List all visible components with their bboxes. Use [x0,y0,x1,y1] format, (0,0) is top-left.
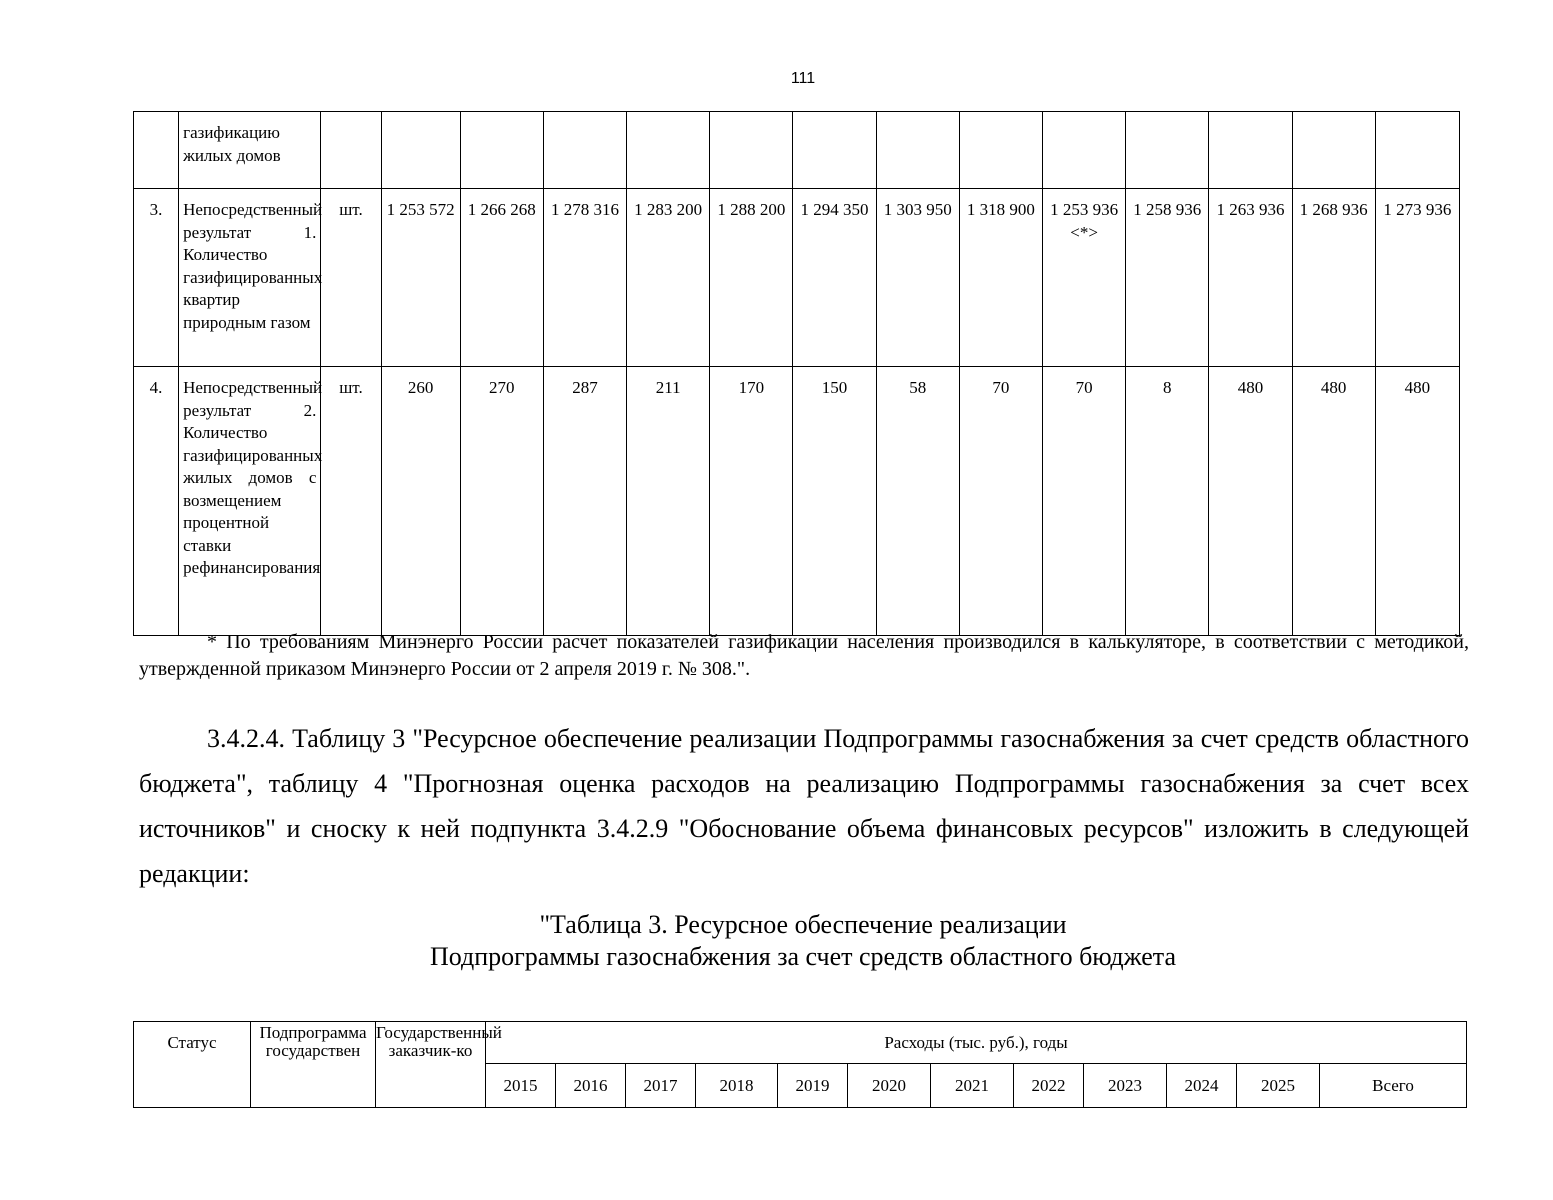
row-value: 1 318 900 [959,189,1042,367]
header-year: 2023 [1084,1064,1167,1108]
header-year: 2022 [1014,1064,1084,1108]
row-value: 8 [1126,367,1209,636]
row-value: 1 278 316 [543,189,626,367]
row-value: 287 [543,367,626,636]
header-year: 2018 [696,1064,778,1108]
row-value: 70 [1043,367,1126,636]
indicator-table [133,111,1460,636]
row-value: 480 [1375,367,1459,636]
header-year: Всего [1320,1064,1467,1108]
header-year: 2015 [486,1064,556,1108]
row-unit: шт. [321,367,381,636]
row-unit [321,112,381,189]
row-value: 1 253 572 [381,189,460,367]
row-value: 1 294 350 [793,189,876,367]
row-value: 170 [710,367,793,636]
resource-table-header [133,1021,1467,1108]
row-value: 270 [460,367,543,636]
row-value: 70 [959,367,1042,636]
row-value: 58 [876,367,959,636]
row-value [876,112,959,189]
row-value: 1 266 268 [460,189,543,367]
row-value: 480 [1292,367,1375,636]
header-year: 2017 [626,1064,696,1108]
row-value [710,112,793,189]
row-name: Непосредственный результат 2. Количество газифицированных жилых домов с возмещением процентной ставки рефинансирования [179,367,321,636]
row-value: 1 283 200 [627,189,710,367]
row-value: 1 253 936 <*> [1043,189,1126,367]
row-value: 1 263 936 [1209,189,1292,367]
row-name: Непосредственный результат 1. Количество газифицированных квартир природным газом [179,189,321,367]
header-year: 2025 [1237,1064,1320,1108]
table-row [134,189,1460,367]
table-row [134,367,1460,636]
row-value [1126,112,1209,189]
header-year: 2020 [848,1064,931,1108]
table3-caption-line2: Подпрограммы газоснабжения за счет средств областного бюджета [429,942,1177,971]
row-value: 211 [627,367,710,636]
row-value [1292,112,1375,189]
row-value: 1 273 936 [1375,189,1459,367]
row-value [1043,112,1126,189]
footnote: * По требованиям Минэнерго России расчет показателей газификации населения производился в калькуляторе, в соответствии с методикой, утвержденной приказом Минэнерго России от 2 апреля 2019 г. № 308.". [139,631,1469,680]
row-value [793,112,876,189]
row-value: 1 288 200 [710,189,793,367]
row-value [1209,112,1292,189]
row-value [460,112,543,189]
row-value: 1 258 936 [1126,189,1209,367]
row-unit: шт. [321,189,381,367]
row-value: 1 268 936 [1292,189,1375,367]
row-value: 1 303 950 [876,189,959,367]
amendment-paragraph: 3.4.2.4. Таблицу 3 "Ресурсное обеспечение реализации Подпрограммы газоснабжения за счет средств областного бюджета", таблицу 4 "Прогнозная оценка расходов на реализацию Подпрограммы газоснабжения за счет всех источников" и сноску к ней подпункта 3.4.2.9 "Обоснование объема финансовых ресурсов" изложить в следующей редакции: [139,724,1469,888]
header-status: Статус [134,1022,251,1108]
row-value: 260 [381,367,460,636]
header-expenses: Расходы (тыс. руб.), годы [486,1022,1467,1064]
header-year: 2024 [1167,1064,1237,1108]
row-value [959,112,1042,189]
row-number [134,112,179,189]
row-value: 150 [793,367,876,636]
header-year: 2016 [556,1064,626,1108]
row-name: газификацию жилых домов [179,112,321,189]
row-value [381,112,460,189]
header-year: 2021 [931,1064,1014,1108]
row-number: 3. [134,189,179,367]
header-year: 2019 [778,1064,848,1108]
table3-caption-line1: "Таблица 3. Ресурсное обеспечение реализации [539,910,1067,939]
row-number: 4. [134,367,179,636]
row-value [627,112,710,189]
page-number: 111 [790,70,816,87]
row-value: 480 [1209,367,1292,636]
header-customer: Государственный заказчик-ко [376,1022,486,1108]
row-value [1375,112,1459,189]
row-value [543,112,626,189]
table-row [134,112,1460,189]
header-subprogram: Подпрограмма государствен [251,1022,376,1108]
